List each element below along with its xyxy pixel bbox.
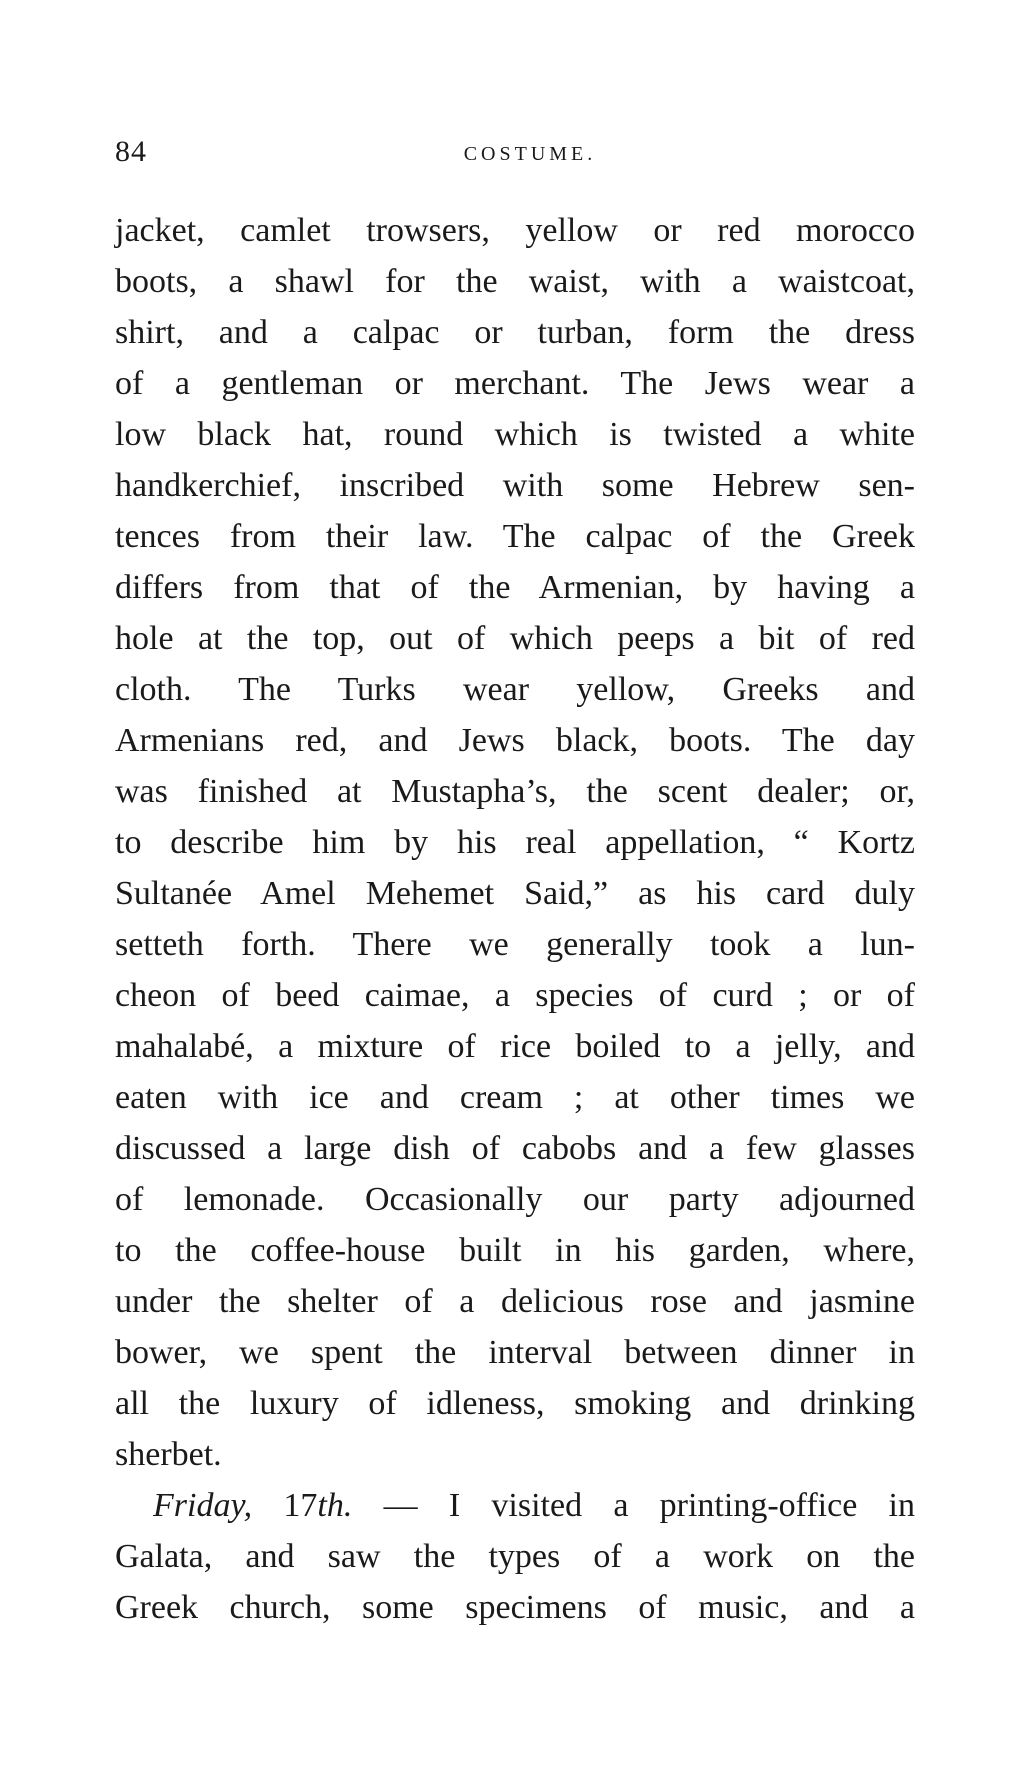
date-suffix: th.	[317, 1487, 353, 1524]
date-day: 17	[252, 1487, 318, 1524]
text-line: sherbet.	[115, 1436, 222, 1473]
body-text	[115, 205, 915, 1633]
text-line: cheon of beed caimae, a species of curd ; or of	[115, 977, 915, 1014]
text-line: jacket, camlet trowsers, yellow or red morocco	[115, 212, 915, 249]
lead-text: — I visited a printing-office in	[352, 1487, 915, 1524]
text-line: tences from their law. The calpac of the Greek	[115, 518, 915, 555]
text-line: low black hat, round which is twisted a white	[115, 416, 915, 453]
paragraph-2	[115, 1480, 915, 1633]
text-line: handkerchief, inscribed with some Hebrew sen-	[115, 467, 915, 504]
text-line: discussed a large dish of cabobs and a few glasses	[115, 1130, 915, 1167]
text-line: cloth. The Turks wear yellow, Greeks and	[115, 671, 915, 708]
text-line: eaten with ice and cream ; at other times we	[115, 1079, 915, 1116]
text-line-lead	[115, 1480, 915, 1531]
text-line: Greek church, some specimens of music, and a	[115, 1589, 915, 1626]
text-line: under the shelter of a delicious rose and jasmine	[115, 1283, 915, 1320]
text-line: to the coffee-house built in his garden, where,	[115, 1232, 915, 1269]
text-line: Sultanée Amel Mehemet Said,” as his card duly	[115, 875, 915, 912]
running-head: COSTUME.	[463, 143, 597, 165]
text-line: setteth forth. There we generally took a lun-	[115, 926, 915, 963]
text-line: to describe him by his real appellation, “ Kortz	[115, 824, 915, 861]
text-line: Galata, and saw the types of a work on the	[115, 1538, 915, 1575]
paragraph-1	[115, 205, 915, 1480]
text-line: of a gentleman or merchant. The Jews wear a	[115, 365, 915, 402]
text-line: boots, a shawl for the waist, with a waistcoat,	[115, 263, 915, 300]
date-weekday: Friday,	[153, 1487, 253, 1524]
text-line: was finished at Mustapha’s, the scent dealer; or,	[115, 773, 915, 810]
text-line: mahalabé, a mixture of rice boiled to a jelly, and	[115, 1028, 915, 1065]
text-line: bower, we spent the interval between dinner in	[115, 1334, 915, 1371]
text-line: all the luxury of idleness, smoking and drinking	[115, 1385, 915, 1422]
page-number: 84	[115, 135, 147, 168]
text-line: of lemonade. Occasionally our party adjourned	[115, 1181, 915, 1218]
page-header	[115, 132, 915, 172]
text-line: hole at the top, out of which peeps a bit of red	[115, 620, 915, 657]
text-line: differs from that of the Armenian, by having a	[115, 569, 915, 606]
text-line: Armenians red, and Jews black, boots. The day	[115, 722, 915, 759]
text-line: shirt, and a calpac or turban, form the dress	[115, 314, 915, 351]
